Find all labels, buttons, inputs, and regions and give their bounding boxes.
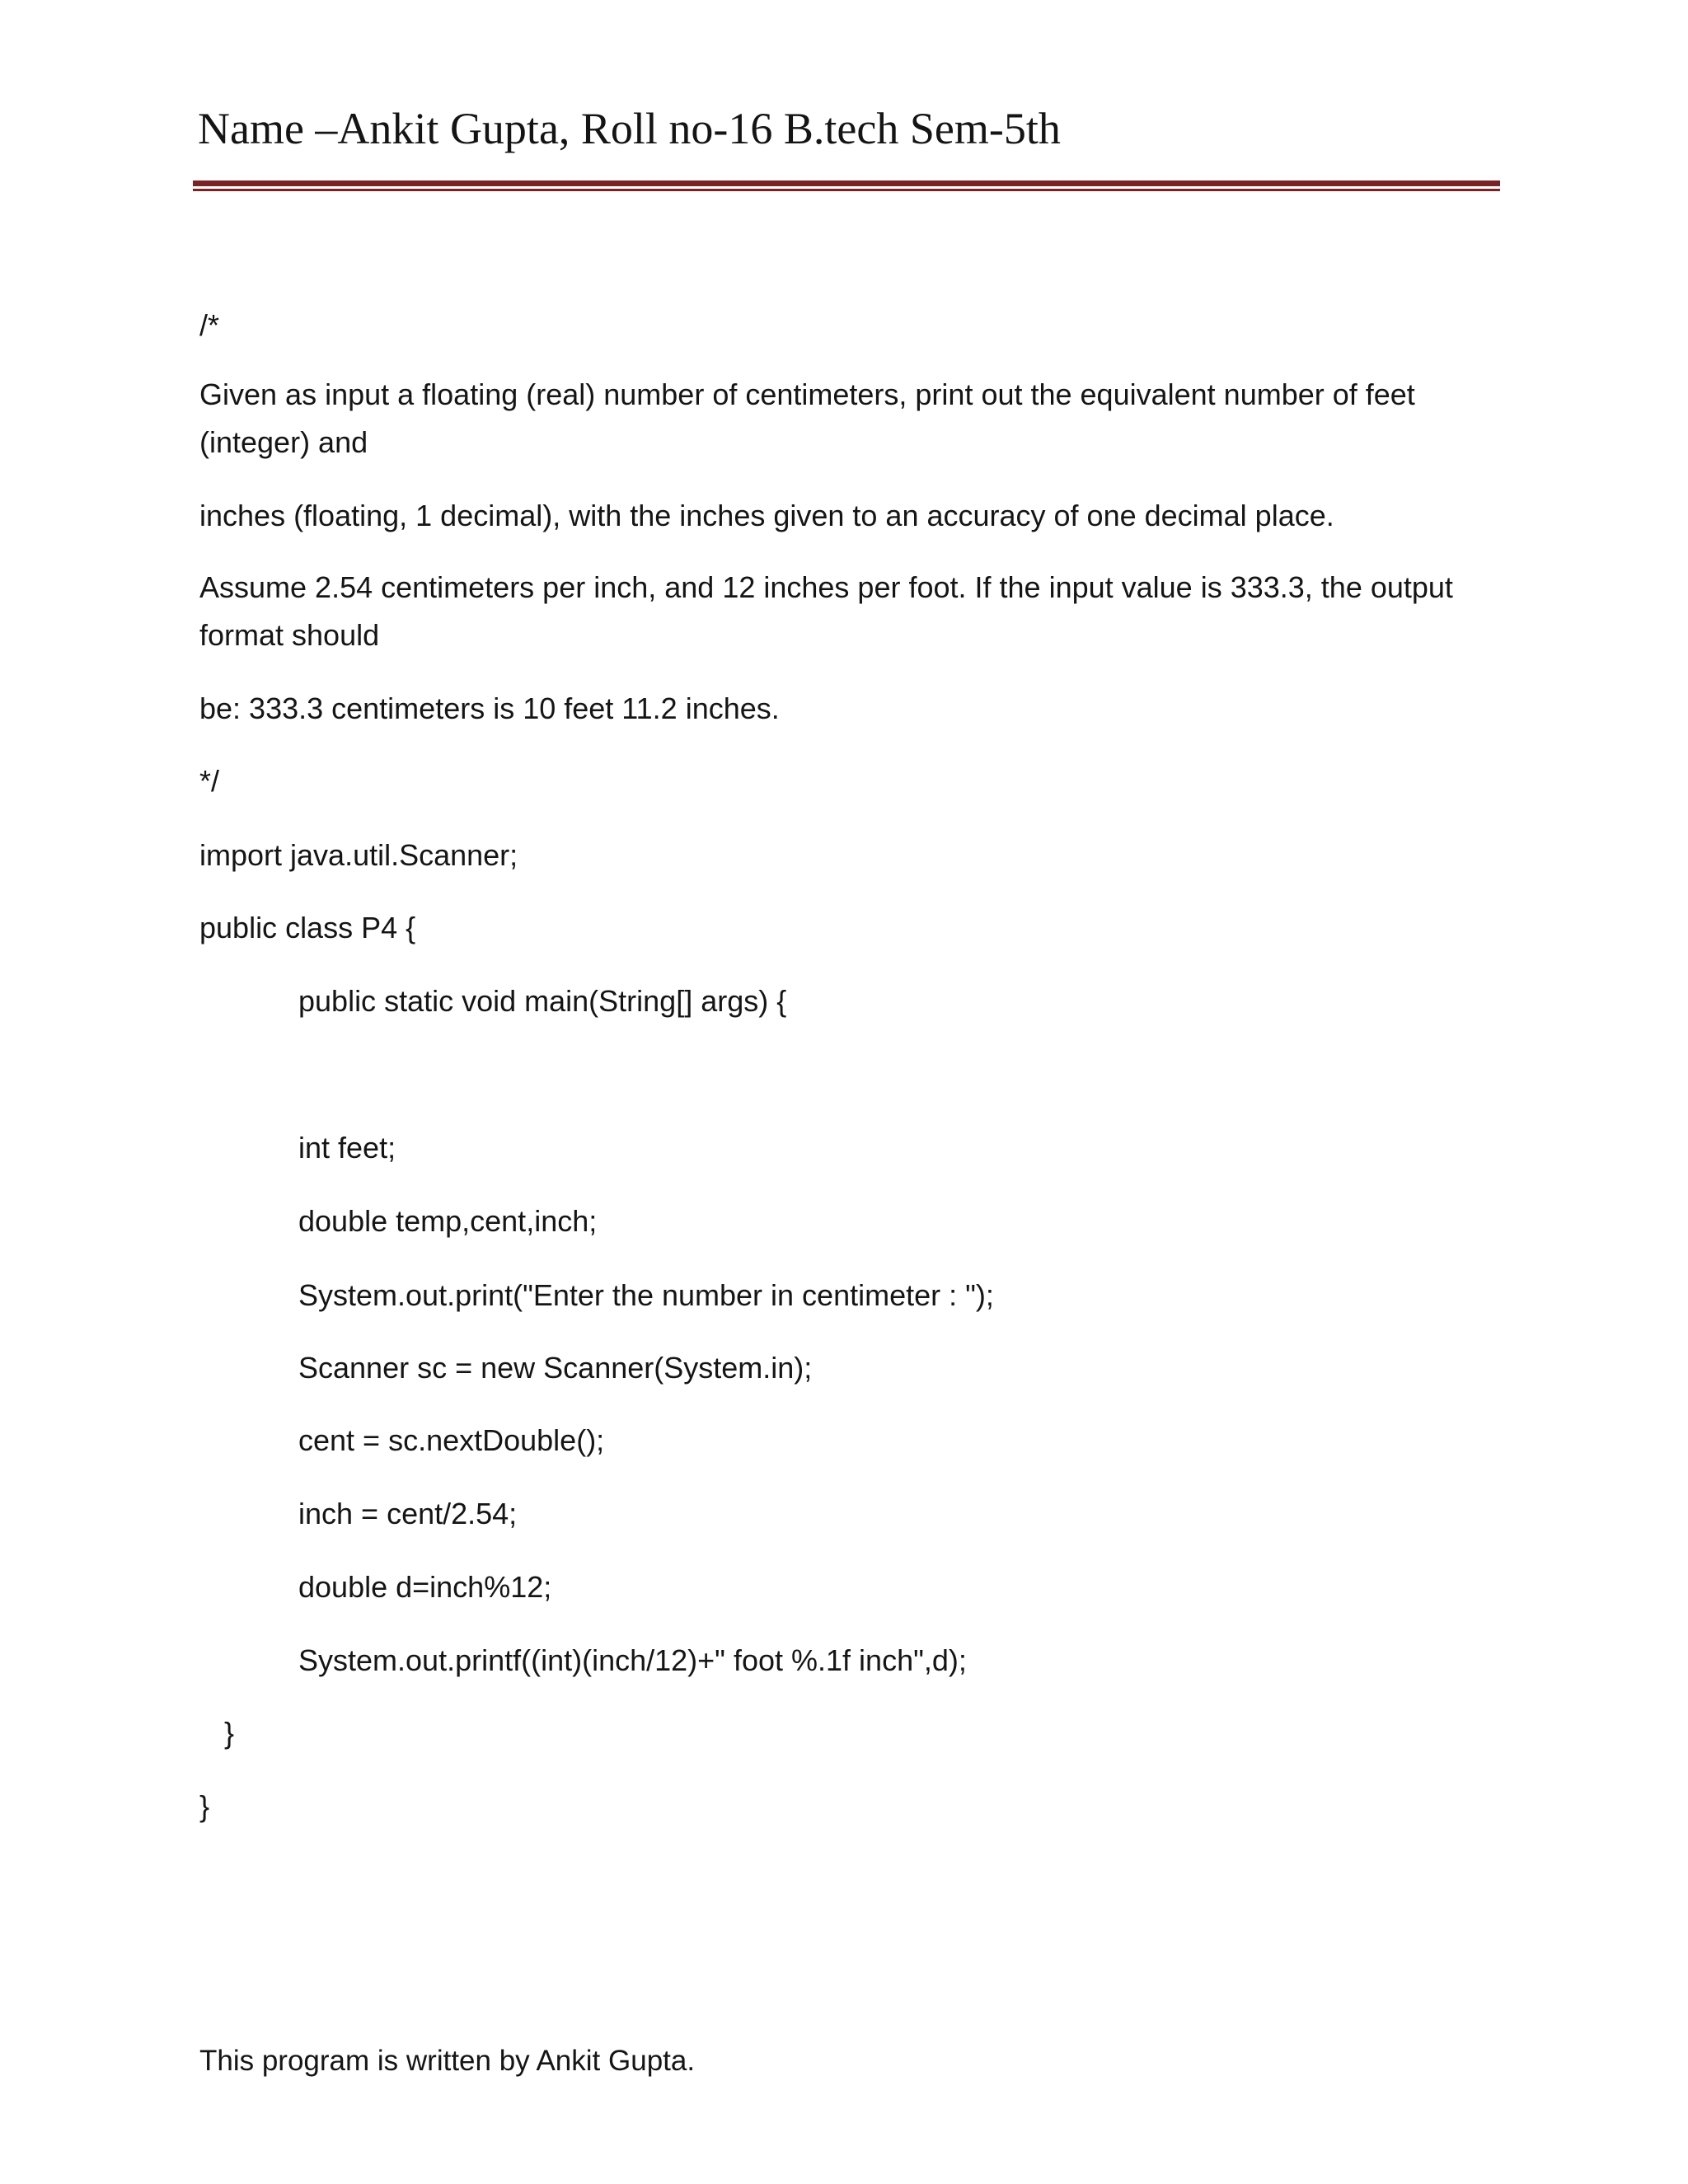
code-class-declaration: public class P4 { — [199, 911, 416, 944]
page-header-title: Name –Ankit Gupta, Roll no-16 B.tech Sem-5th — [198, 104, 1061, 153]
code-read-centimeters: cent = sc.nextDouble(); — [298, 1423, 605, 1457]
code-close-main: } — [224, 1716, 235, 1750]
comment-close: */ — [199, 764, 220, 798]
code-print-prompt: System.out.print("Enter the number in centimeter : "); — [298, 1278, 994, 1312]
code-feet-declaration: int feet; — [298, 1131, 396, 1165]
code-import: import java.util.Scanner; — [199, 838, 518, 872]
description-line-3: inches (floating, 1 decimal), with the inches given to an accuracy of one decimal place. — [199, 499, 1334, 532]
header-divider-thin — [193, 189, 1500, 191]
description-line-6: be: 333.3 centimeters is 10 feet 11.2 inches. — [199, 691, 780, 725]
code-double-declaration: double temp,cent,inch; — [298, 1204, 598, 1238]
comment-open: /* — [199, 308, 220, 342]
description-line-4: Assume 2.54 centimeters per inch, and 12 inches per foot. If the input value is 333.3, the output — [199, 570, 1453, 604]
page-footer: This program is written by Ankit Gupta. — [199, 2045, 696, 2077]
description-line-1: Given as input a floating (real) number of centimeters, print out the equivalent number of feet — [199, 377, 1415, 411]
description-line-2: (integer) and — [199, 425, 368, 459]
code-calc-inch: inch = cent/2.54; — [298, 1497, 518, 1530]
code-calc-d: double d=inch%12; — [298, 1570, 552, 1604]
description-line-5: format should — [199, 618, 380, 652]
header-divider-thick — [193, 180, 1500, 186]
code-printf: System.out.printf((int)(inch/12)+" foot %.1f inch",d); — [298, 1643, 967, 1677]
code-scanner-declaration: Scanner sc = new Scanner(System.in); — [298, 1351, 813, 1385]
code-main-declaration: public static void main(String[] args) { — [298, 984, 787, 1018]
code-close-class: } — [199, 1789, 210, 1823]
